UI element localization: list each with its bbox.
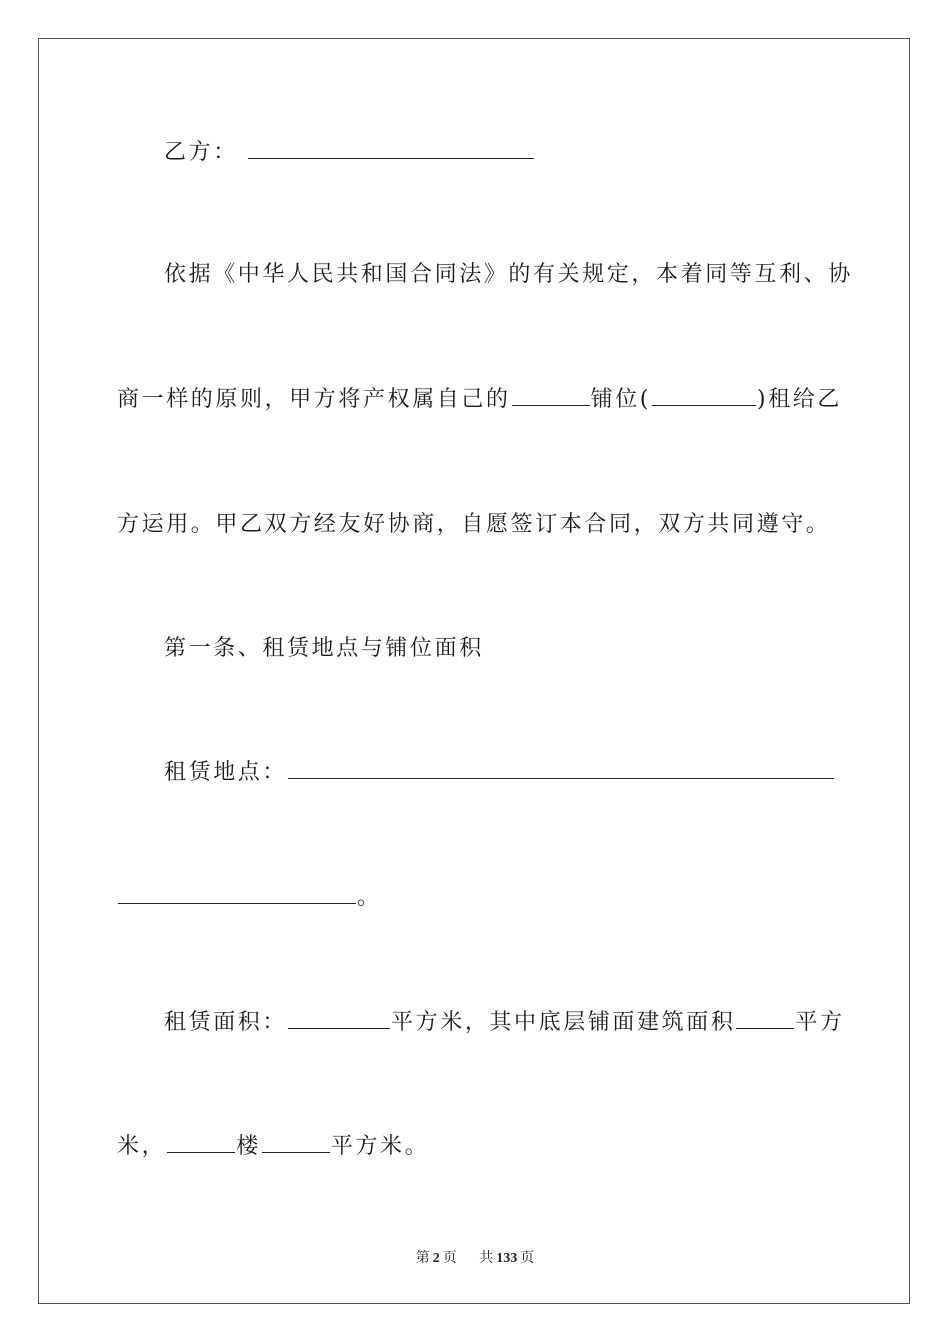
location-end: 。	[357, 885, 382, 910]
page-current: 2	[432, 1251, 440, 1266]
location-line	[117, 758, 884, 788]
party-b-blank[interactable]	[248, 138, 534, 159]
ground-floor-area-blank[interactable]	[736, 1008, 794, 1029]
area-text-d: 楼	[236, 1134, 261, 1159]
preamble-text-b: 铺位(	[590, 387, 651, 412]
shop-blank[interactable]	[512, 385, 590, 406]
page-footer	[0, 1247, 950, 1267]
party-b-line	[117, 138, 884, 168]
article-1-title: 第一条、租赁地点与铺位面积	[164, 636, 484, 661]
floor-area-blank[interactable]	[262, 1132, 330, 1153]
shop-number-blank[interactable]	[652, 385, 756, 406]
preamble-text-c: )租给乙	[757, 387, 842, 412]
preamble-text-a: 商一样的原则，甲方将产权属自己的	[117, 387, 511, 412]
area-line	[117, 1008, 884, 1038]
location-label: 租赁地点：	[164, 760, 288, 785]
total-indicator: 共 133 页	[479, 1251, 535, 1266]
page-total: 133	[496, 1251, 518, 1266]
floor-number-blank[interactable]	[167, 1132, 235, 1153]
area-text-c: 米，	[117, 1134, 167, 1159]
area-total-blank[interactable]	[288, 1008, 390, 1029]
location-blank[interactable]	[288, 758, 834, 779]
location-blank-cont[interactable]	[118, 883, 356, 904]
preamble-line-3: 方运用。甲乙双方经友好协商，自愿签订本合同，双方共同遵守。	[117, 512, 831, 537]
area-text-b: 平方	[795, 1010, 845, 1035]
area-text-e: 平方米。	[330, 1134, 430, 1159]
area-line-cont	[117, 1132, 837, 1162]
page-border	[38, 38, 910, 1304]
party-b-label: 乙方：	[164, 140, 238, 165]
preamble-line-2	[117, 385, 842, 415]
page-indicator: 第 2 页	[415, 1251, 457, 1266]
location-line-cont	[117, 883, 837, 913]
preamble-line-1: 依据《中华人民共和国合同法》的有关规定，本着同等互利、协	[164, 262, 853, 287]
area-text-a: 平方米，其中底层铺面建筑面积	[391, 1010, 736, 1035]
area-label: 租赁面积：	[164, 1010, 288, 1035]
